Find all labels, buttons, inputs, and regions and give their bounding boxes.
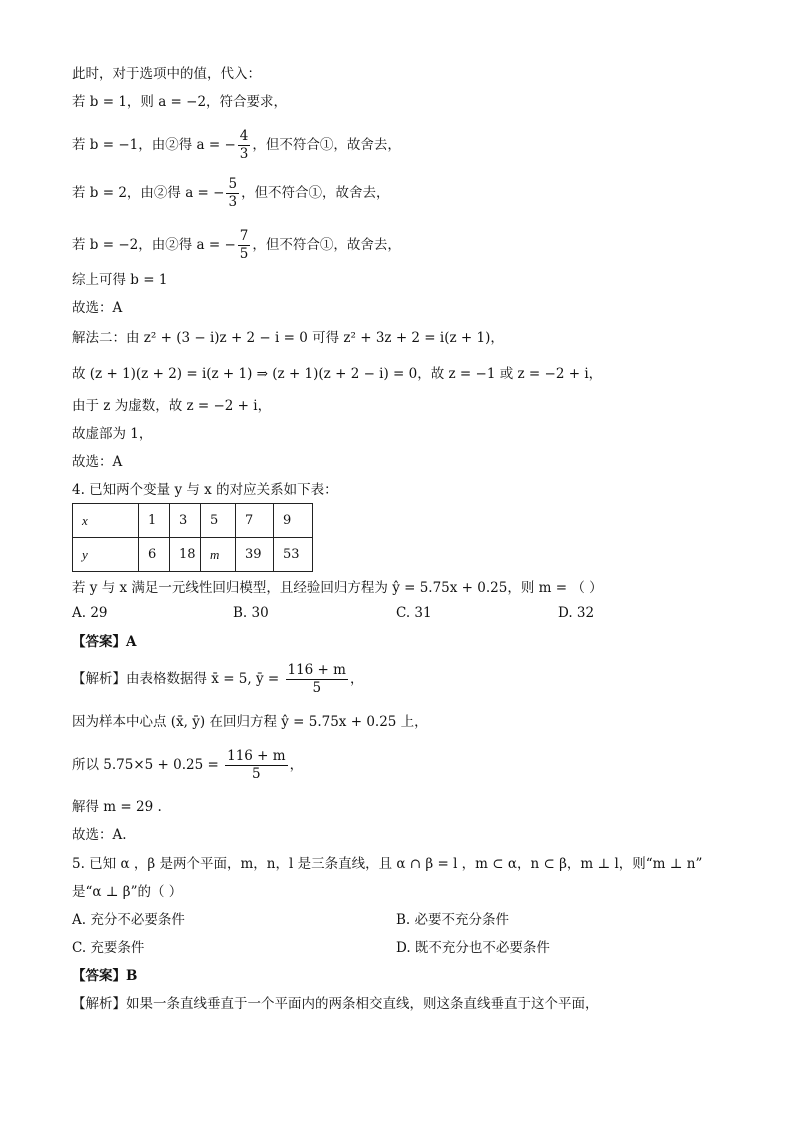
fraction-denominator: 5 <box>252 766 261 782</box>
text-line <box>72 450 122 470</box>
line-text: 所以 5.75×5 + 0.25 = <box>72 757 224 773</box>
fraction <box>226 176 239 211</box>
fraction-denominator: 3 <box>239 146 249 162</box>
line-text: 故虚部为 1， <box>72 426 153 442</box>
text-line <box>72 964 137 984</box>
fraction-numerator: 7 <box>239 228 249 244</box>
text-line <box>72 326 504 346</box>
answer-option: C. 31 <box>396 605 432 621</box>
line-text: 若 b = 2，由②得 a = − <box>72 185 225 201</box>
line-text: 综上可得 b = 1 <box>72 272 168 288</box>
line-text: ，但不符合①，故舍去， <box>252 137 401 153</box>
table-cell: y <box>73 538 139 572</box>
line-text: 解得 m = 29 . <box>72 799 162 815</box>
line-text: 故 (z + 1)(z + 2) = i(z + 1) ⇒ (z + 1)(z + 2 − i) = 0，故 z = −1 或 z = −2 + i， <box>72 366 603 382</box>
answer-option: D. 既不充分也不必要条件 <box>396 940 550 956</box>
table-cell: 1 <box>139 504 170 538</box>
line-text: 由于 z 为虚数，故 z = −2 + i， <box>72 398 272 414</box>
text-line <box>72 268 167 288</box>
text-line <box>72 852 702 872</box>
answer-option: B. 必要不充分条件 <box>396 912 510 928</box>
line-text: 若 b = 1，则 a = −2，符合要求， <box>72 94 288 110</box>
text-line <box>72 478 338 498</box>
answer-option: C. 充要条件 <box>72 940 145 956</box>
table-cell: x <box>73 504 139 538</box>
line-text: 若 b = −2，由②得 a = − <box>72 237 236 253</box>
fraction-numerator: 5 <box>228 176 238 192</box>
text-line <box>72 62 261 82</box>
text-line <box>72 662 363 697</box>
text-line <box>72 710 428 730</box>
text-line <box>72 90 287 110</box>
line-text: 因为样本中心点 (x̄, ȳ) 在回归方程 ŷ = 5.75x + 0.25 上， <box>72 714 428 730</box>
fraction <box>238 228 251 263</box>
line-text: ， <box>349 671 364 687</box>
line-text: 此时，对于选项中的值，代入： <box>72 66 261 82</box>
line-text: ，但不符合①，故舍去， <box>252 237 401 253</box>
data-table <box>72 503 313 572</box>
line-text: ，但不符合①，故舍去， <box>241 185 390 201</box>
answer-option: B. 30 <box>233 605 269 621</box>
table-cell: 53 <box>274 538 313 572</box>
line-text: 故选：A. <box>72 827 127 843</box>
text-line <box>72 992 599 1012</box>
answer-option: A. 充分不必要条件 <box>72 912 185 928</box>
fraction-numerator: 4 <box>239 128 249 144</box>
text-line <box>72 795 162 815</box>
fraction <box>225 748 287 783</box>
line-text: 4. 已知两个变量 y 与 x 的对应关系如下表： <box>72 482 338 498</box>
line-text: 【解析】如果一条直线垂直于一个平面内的两条相交直线，则这条直线垂直于这个平面， <box>72 996 599 1012</box>
table-cell: 3 <box>170 504 201 538</box>
fraction-numerator: 116 + m <box>227 748 286 764</box>
line-text: 若 b = −1，由②得 a = − <box>72 137 236 153</box>
text-line <box>72 422 152 442</box>
line-text: 【解析】由表格数据得 x̄ = 5, ȳ = <box>72 671 284 687</box>
text-line <box>72 128 401 163</box>
text-line <box>72 576 603 596</box>
text-line <box>72 176 390 211</box>
fraction-numerator: 116 + m <box>287 662 346 678</box>
table-cell: 18 <box>170 538 201 572</box>
table-cell: 5 <box>201 504 236 538</box>
line-text: 故选：A <box>72 454 123 470</box>
table-row <box>73 504 313 538</box>
text-line <box>72 630 136 650</box>
line-text: 解法二：由 z² + (3 − i)z + 2 − i = 0 可得 z² + 3z + 2 = i(z + 1)， <box>72 330 504 346</box>
text-line <box>72 296 122 316</box>
fraction-denominator: 5 <box>312 680 322 696</box>
text-line <box>72 362 602 382</box>
table-cell: 7 <box>236 504 274 538</box>
fraction-denominator: 5 <box>239 246 249 262</box>
text-line <box>72 823 127 843</box>
text-line <box>72 394 271 414</box>
fraction <box>238 128 251 163</box>
text-line <box>72 228 401 263</box>
line-text: 是“α ⊥ β”的（ ） <box>72 884 183 900</box>
text-line <box>72 748 303 783</box>
table-cell: 6 <box>139 538 170 572</box>
line-text: 5. 已知 α ，β 是两个平面，m，n，l 是三条直线，且 α ∩ β = l ，m ⊂ α，n ⊂ β，m ⊥ l，则“m ⊥ n” <box>72 856 703 872</box>
line-text: 若 y 与 x 满足一元线性回归模型，且经验回归方程为 ŷ = 5.75x + 0.25，则 m = （ ） <box>72 580 603 596</box>
line-text: ， <box>289 757 304 773</box>
line-text: 故选：A <box>72 300 123 316</box>
fraction <box>286 662 348 697</box>
line-text: 【答案】B <box>72 968 138 984</box>
answer-option: A. 29 <box>72 605 108 621</box>
answer-option: D. 32 <box>558 605 595 621</box>
line-text: 【答案】A <box>72 634 137 650</box>
text-line <box>72 880 182 900</box>
table-cell: 9 <box>274 504 313 538</box>
table-cell: 39 <box>236 538 274 572</box>
table-cell: m <box>201 538 236 572</box>
table-row <box>73 538 313 572</box>
fraction-denominator: 3 <box>228 194 238 210</box>
